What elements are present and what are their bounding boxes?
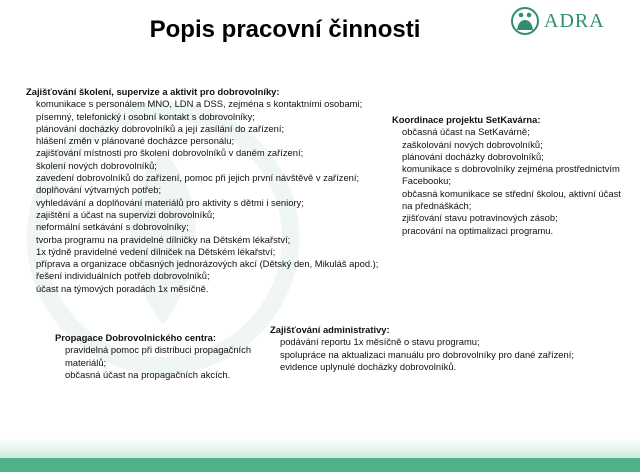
list-item: občasná komunikace se střední školou, aktivní účast na přednáškách; bbox=[402, 187, 621, 212]
list-item: spolupráce na aktualizaci manuálu pro dobrovolníky pro dané zařízení; bbox=[280, 348, 574, 360]
list-item: tvorba programu na pravidelné dílničky na Dětském lékařství; bbox=[36, 233, 291, 245]
section-heading: Zajišťování školení, supervize a aktivit pro dobrovolníky: bbox=[26, 86, 280, 97]
section-administrativa bbox=[270, 324, 610, 373]
list-item: zajištění a účast na supervizi dobrovolníků; bbox=[36, 208, 215, 220]
list-item: vyhledávání a doplňování materiálů pro aktivity s dětmi i seniory; bbox=[36, 196, 304, 208]
list-item: neformální setkávání s dobrovolníky; bbox=[36, 221, 189, 233]
list-item: plánování docházky dobrovolníků; bbox=[402, 150, 544, 162]
list-item: zaškolování nových dobrovolníků; bbox=[402, 138, 543, 150]
list-item: občasná účast na SetKavárně; bbox=[402, 126, 530, 138]
list-item: hlášení změn v plánované docházce personálu; bbox=[36, 135, 235, 147]
list-item: školení nových dobrovolníků; bbox=[36, 159, 157, 171]
section-heading: Koordinace projektu SetKavárna: bbox=[392, 114, 541, 125]
list-item: komunikace s dobrovolníky zejména prostřednictvím Facebooku; bbox=[402, 163, 620, 187]
list-item: zjišťování stavu potravinových zásob; bbox=[402, 212, 558, 224]
section-heading: Propagace Dobrovolnického centra: bbox=[55, 332, 216, 343]
section-list bbox=[270, 336, 610, 373]
adra-logo-icon bbox=[510, 6, 540, 36]
list-item: pracování na optimalizaci programu. bbox=[402, 224, 554, 236]
list-item: občasná účast na propagačních akcích. bbox=[65, 368, 231, 380]
list-item: podávání reportu 1x měsíčně o stavu programu; bbox=[280, 336, 480, 348]
list-item: účast na týmových poradách 1x měsíčně. bbox=[36, 282, 209, 294]
footer-green-band bbox=[0, 458, 640, 472]
list-item: plánování docházky dobrovolníků a její zasílání do zařízení; bbox=[36, 122, 285, 134]
adra-logo bbox=[510, 6, 636, 36]
section-skoleni bbox=[26, 86, 386, 295]
page-title: Popis pracovní činnosti bbox=[149, 16, 421, 43]
section-list bbox=[26, 98, 386, 295]
list-item: písemný, telefonický i osobní kontakt s dobrovolníky; bbox=[36, 110, 255, 122]
list-item: 1x týdně pravidelné vedení dílniček na Dětském lékařství; bbox=[36, 245, 276, 257]
list-item: příprava a organizace občasných jednorázových akcí (Dětský den, Mikuláš apod.); bbox=[36, 258, 379, 270]
section-propagace bbox=[55, 332, 265, 381]
list-item: pravidelná pomoc při distribuci propagačních materiálů; bbox=[65, 344, 252, 368]
list-item: komunikace s personálem MNO, LDN a DSS, zejména s kontaktními osobami; bbox=[36, 98, 363, 110]
list-item: zajišťování místnosti pro školení dobrovolníků v daném zařízení; bbox=[36, 147, 304, 159]
list-item: řešení individuálních potřeb dobrovolníků; bbox=[36, 270, 210, 282]
list-item: doplňování výtvarných potřeb; bbox=[36, 184, 162, 196]
section-setkavarna bbox=[392, 114, 632, 237]
list-item: zavedení dobrovolníků do zařízení, pomoc při jejich první návštěvě v zařízení; bbox=[36, 172, 360, 184]
section-list bbox=[392, 126, 632, 237]
list-item: evidence uplynulé docházky dobrovolníků. bbox=[280, 360, 457, 372]
section-heading: Zajišťování administrativy: bbox=[270, 324, 390, 335]
section-list bbox=[55, 344, 265, 381]
adra-logo-text: ADRA bbox=[544, 9, 605, 32]
